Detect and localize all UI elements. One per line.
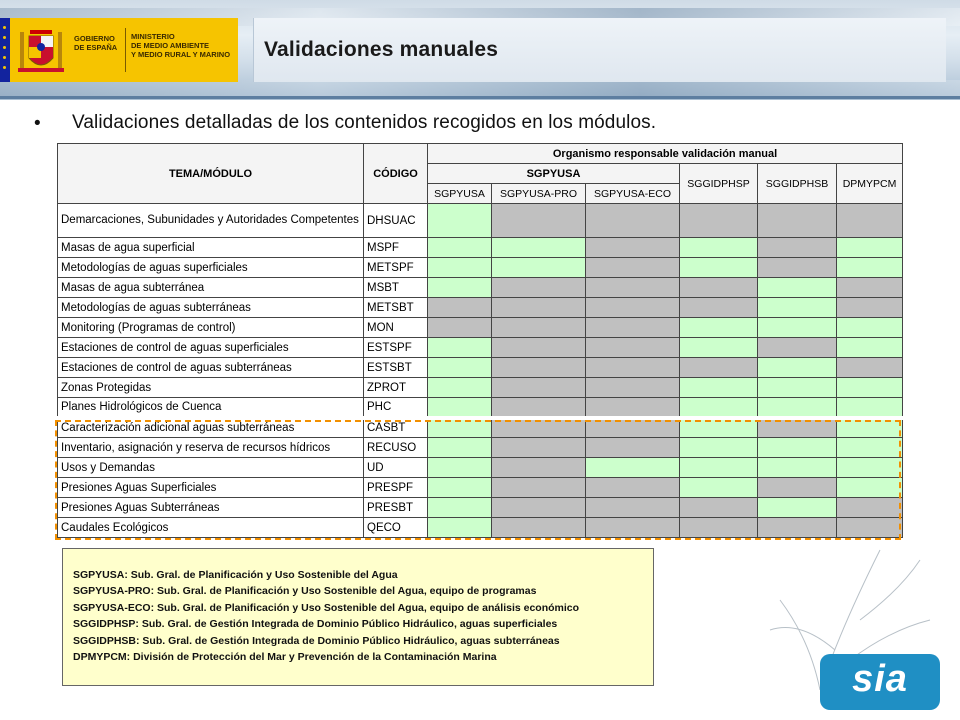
validated-cell: [492, 258, 586, 278]
codigo-cell: DHSUAC: [364, 204, 428, 238]
codigo-cell: PRESBT: [364, 498, 428, 518]
not-validated-cell: [492, 378, 586, 398]
codigo-cell: MSPF: [364, 238, 428, 258]
validated-cell: [428, 518, 492, 538]
codigo-cell: ESTSBT: [364, 358, 428, 378]
not-validated-cell: [680, 298, 758, 318]
not-validated-cell: [492, 418, 586, 438]
not-validated-cell: [586, 418, 680, 438]
codigo-cell: CASBT: [364, 418, 428, 438]
not-validated-cell: [586, 318, 680, 338]
validated-cell: [758, 358, 837, 378]
validated-cell: [758, 378, 837, 398]
validated-cell: [837, 438, 903, 458]
not-validated-cell: [586, 518, 680, 538]
validated-cell: [837, 238, 903, 258]
not-validated-cell: [837, 358, 903, 378]
coat-of-arms-icon: [16, 24, 66, 76]
header-col: SGPYUSA: [428, 184, 492, 204]
codigo-cell: UD: [364, 458, 428, 478]
logo-divider: [125, 28, 126, 72]
validated-cell: [758, 298, 837, 318]
tema-cell: Metodologías de aguas subterráneas: [58, 298, 364, 318]
validation-table: [57, 143, 903, 538]
validated-cell: [680, 398, 758, 418]
ministerio-label: MINISTERIO DE MEDIO AMBIENTE Y MEDIO RURAL Y MARINO: [131, 32, 231, 59]
validated-cell: [586, 458, 680, 478]
tema-cell: Caudales Ecológicos: [58, 518, 364, 538]
not-validated-cell: [837, 298, 903, 318]
table-row: [58, 478, 903, 498]
bullet-text: Validaciones detalladas de los contenidos recogidos en los módulos.: [72, 112, 657, 133]
table-row: [58, 498, 903, 518]
validated-cell: [428, 478, 492, 498]
not-validated-cell: [492, 398, 586, 418]
validated-cell: [758, 458, 837, 478]
not-validated-cell: [758, 338, 837, 358]
validated-cell: [837, 378, 903, 398]
header-col: SGPYUSA-ECO: [586, 184, 680, 204]
tema-cell: Inventario, asignación y reserva de recursos hídricos: [58, 438, 364, 458]
not-validated-cell: [586, 398, 680, 418]
validated-cell: [428, 358, 492, 378]
header-rule: [0, 96, 960, 99]
not-validated-cell: [492, 478, 586, 498]
table-row: [58, 258, 903, 278]
validated-cell: [837, 338, 903, 358]
tema-cell: Demarcaciones, Subunidades y Autoridades Competentes: [58, 204, 364, 238]
not-validated-cell: [586, 204, 680, 238]
table-row: [58, 358, 903, 378]
validated-cell: [680, 478, 758, 498]
table-row: [58, 418, 903, 438]
validated-cell: [428, 204, 492, 238]
table-row: [58, 238, 903, 258]
table-row: [58, 378, 903, 398]
header-organismo: Organismo responsable validación manual: [428, 144, 903, 164]
validated-cell: [428, 278, 492, 298]
tema-cell: Estaciones de control de aguas superficiales: [58, 338, 364, 358]
not-validated-cell: [428, 318, 492, 338]
header-band: [0, 0, 960, 100]
header-col: SGGIDPHSP: [680, 164, 758, 204]
validated-cell: [680, 238, 758, 258]
codigo-cell: MON: [364, 318, 428, 338]
codigo-cell: PRESPF: [364, 478, 428, 498]
legend-box: [62, 548, 654, 686]
codigo-cell: METSPF: [364, 258, 428, 278]
not-validated-cell: [492, 338, 586, 358]
validated-cell: [428, 498, 492, 518]
legend-line: SGGIDPHSB: Sub. Gral. de Gestión Integrada de Dominio Público Hidráulico, aguas subterráneas: [73, 634, 560, 647]
header-col: SGPYUSA-PRO: [492, 184, 586, 204]
tema-cell: Masas de agua subterránea: [58, 278, 364, 298]
not-validated-cell: [492, 438, 586, 458]
tema-cell: Caracterización adicional aguas subterráneas: [58, 418, 364, 438]
codigo-cell: ZPROT: [364, 378, 428, 398]
not-validated-cell: [837, 498, 903, 518]
not-validated-cell: [680, 278, 758, 298]
validated-cell: [428, 458, 492, 478]
tema-cell: Zonas Protegidas: [58, 378, 364, 398]
sia-logo: [820, 654, 940, 710]
not-validated-cell: [586, 278, 680, 298]
table-row: [58, 338, 903, 358]
not-validated-cell: [492, 298, 586, 318]
tema-cell: Planes Hidrológicos de Cuenca: [58, 398, 364, 418]
validated-cell: [758, 498, 837, 518]
not-validated-cell: [492, 204, 586, 238]
table-row: [58, 398, 903, 418]
header-tema: TEMA/MÓDULO: [58, 144, 364, 204]
codigo-cell: MSBT: [364, 278, 428, 298]
legend-line: SGPYUSA-ECO: Sub. Gral. de Planificación y Uso Sostenible del Agua, equipo de análisis económico: [73, 601, 580, 614]
not-validated-cell: [586, 238, 680, 258]
not-validated-cell: [680, 358, 758, 378]
validated-cell: [428, 238, 492, 258]
validated-cell: [428, 398, 492, 418]
not-validated-cell: [586, 338, 680, 358]
not-validated-cell: [586, 298, 680, 318]
codigo-cell: ESTSPF: [364, 338, 428, 358]
gobierno-label: GOBIERNO DE ESPAÑA: [74, 34, 118, 52]
tema-cell: Estaciones de control de aguas subterráneas: [58, 358, 364, 378]
tema-cell: Presiones Aguas Superficiales: [58, 478, 364, 498]
tema-cell: Masas de agua superficial: [58, 238, 364, 258]
not-validated-cell: [586, 438, 680, 458]
sia-logo-text: sia: [852, 658, 908, 700]
validated-cell: [428, 338, 492, 358]
not-validated-cell: [758, 478, 837, 498]
header-codigo: CÓDIGO: [364, 144, 428, 204]
validated-cell: [680, 438, 758, 458]
validated-cell: [758, 318, 837, 338]
validated-cell: [680, 338, 758, 358]
tema-cell: Usos y Demandas: [58, 458, 364, 478]
codigo-cell: METSBT: [364, 298, 428, 318]
not-validated-cell: [586, 258, 680, 278]
codigo-cell: QECO: [364, 518, 428, 538]
validated-cell: [680, 378, 758, 398]
legend-line: DPMYPCM: División de Protección del Mar y Prevención de la Contaminación Marina: [73, 651, 497, 664]
validated-cell: [837, 478, 903, 498]
eu-flag-strip: [0, 18, 10, 82]
validated-cell: [428, 438, 492, 458]
not-validated-cell: [492, 278, 586, 298]
validated-cell: [837, 258, 903, 278]
table-row: [58, 278, 903, 298]
not-validated-cell: [492, 358, 586, 378]
not-validated-cell: [837, 204, 903, 238]
codigo-cell: PHC: [364, 398, 428, 418]
not-validated-cell: [586, 478, 680, 498]
page-title: Validaciones manuales: [264, 38, 499, 61]
table-row: [58, 204, 903, 238]
not-validated-cell: [586, 378, 680, 398]
codigo-cell: RECUSO: [364, 438, 428, 458]
tema-cell: Presiones Aguas Subterráneas: [58, 498, 364, 518]
not-validated-cell: [837, 518, 903, 538]
not-validated-cell: [428, 298, 492, 318]
table-row: [58, 318, 903, 338]
validated-cell: [680, 458, 758, 478]
validated-cell: [680, 258, 758, 278]
header-col: SGGIDPHSB: [758, 164, 837, 204]
validated-cell: [758, 438, 837, 458]
header-col: DPMYPCM: [837, 164, 903, 204]
not-validated-cell: [586, 358, 680, 378]
not-validated-cell: [680, 204, 758, 238]
not-validated-cell: [837, 278, 903, 298]
table-row: [58, 438, 903, 458]
tema-cell: Monitoring (Programas de control): [58, 318, 364, 338]
table-body: [58, 204, 903, 538]
table-row: [58, 298, 903, 318]
validated-cell: [492, 238, 586, 258]
not-validated-cell: [492, 318, 586, 338]
not-validated-cell: [758, 238, 837, 258]
validated-cell: [428, 378, 492, 398]
validated-cell: [680, 318, 758, 338]
validated-cell: [837, 398, 903, 418]
validated-cell: [758, 278, 837, 298]
validated-cell: [758, 398, 837, 418]
header-sgpyusa-group: SGPYUSA: [428, 164, 680, 184]
title-box: [253, 18, 946, 82]
legend-line: SGPYUSA: Sub. Gral. de Planificación y Uso Sostenible del Agua: [73, 569, 398, 581]
not-validated-cell: [586, 498, 680, 518]
not-validated-cell: [680, 518, 758, 538]
validated-cell: [428, 258, 492, 278]
table-row: [58, 458, 903, 478]
government-logo: [0, 18, 238, 82]
not-validated-cell: [492, 458, 586, 478]
validated-cell: [837, 418, 903, 438]
not-validated-cell: [492, 518, 586, 538]
not-validated-cell: [758, 418, 837, 438]
validated-cell: [680, 418, 758, 438]
not-validated-cell: [758, 518, 837, 538]
validated-cell: [837, 318, 903, 338]
not-validated-cell: [758, 204, 837, 238]
table-row: [58, 518, 903, 538]
not-validated-cell: [758, 258, 837, 278]
legend-line: SGGIDPHSP: Sub. Gral. de Gestión Integrada de Dominio Público Hidráulico, aguas superficiales: [73, 618, 558, 631]
not-validated-cell: [492, 498, 586, 518]
not-validated-cell: [680, 498, 758, 518]
validated-cell: [428, 418, 492, 438]
validated-cell: [837, 458, 903, 478]
legend-line: SGPYUSA-PRO: Sub. Gral. de Planificación y Uso Sostenible del Agua, equipo de programas: [73, 585, 537, 598]
bullet-marker: •: [34, 113, 41, 134]
tema-cell: Metodologías de aguas superficiales: [58, 258, 364, 278]
